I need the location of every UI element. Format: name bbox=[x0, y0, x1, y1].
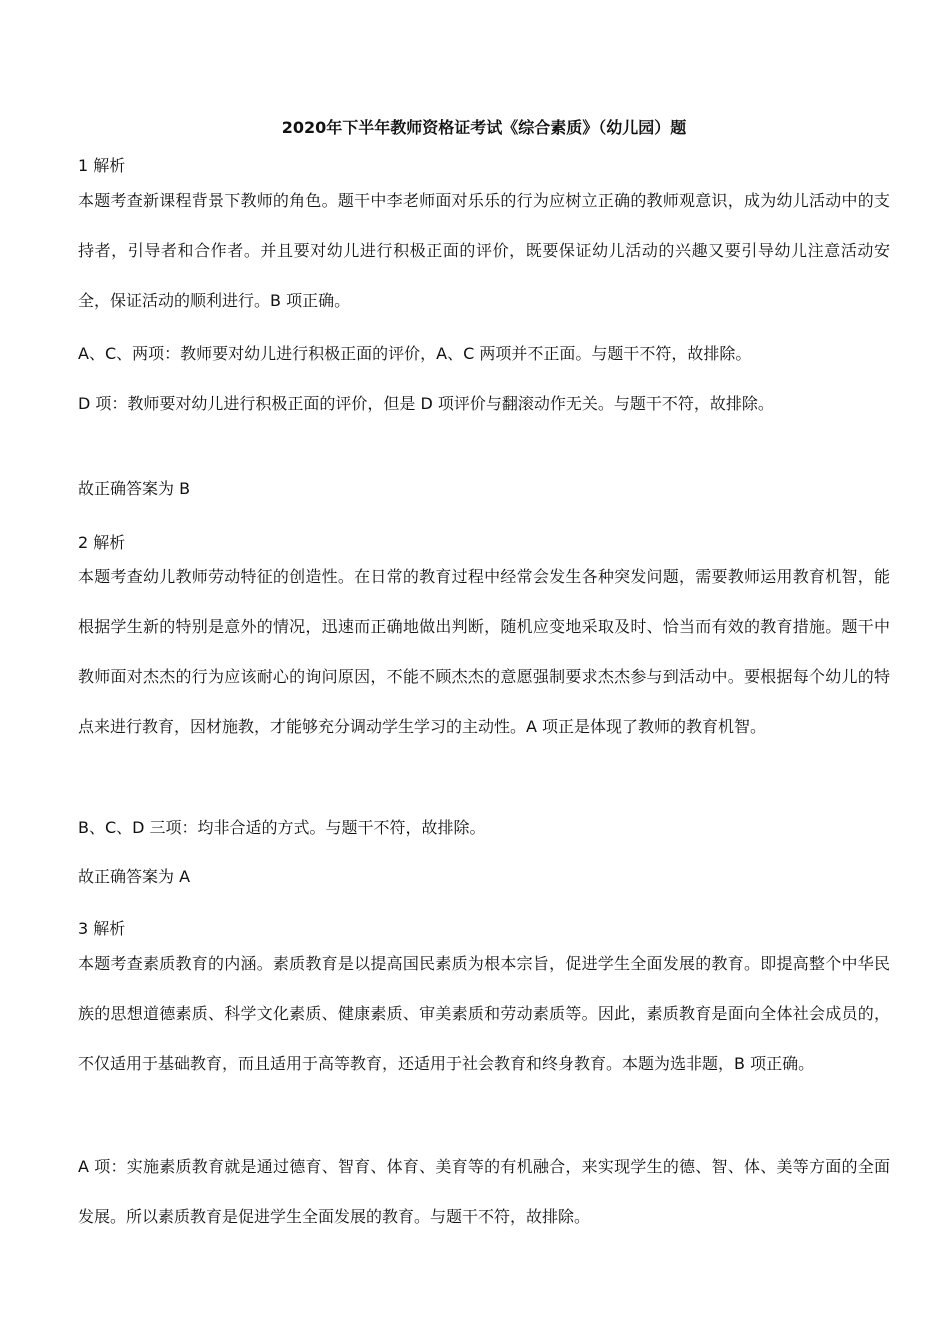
section-3 bbox=[78, 917, 890, 941]
paragraph: 本题考查新课程背景下教师的角色。题干中李老师面对乐乐的行为应树立正确的教师观意识，成为幼儿活动中的支持者，引导者和合作者。并且要对幼儿进行积极正面的评价，既要保证幼儿活动的兴趣又要引导幼儿注意活动安全，保证活动的顺利进行。B 项正确。 bbox=[78, 191, 890, 310]
answer-line: 故正确答案为 B bbox=[78, 479, 191, 498]
paragraph: B、C、D 三项：均非合适的方式。与题干不符，故排除。 bbox=[78, 818, 486, 837]
section-3-paragraph-1 bbox=[78, 939, 890, 1089]
section-1-paragraph-2 bbox=[78, 329, 890, 379]
answer-line: 故正确答案为 A bbox=[78, 867, 191, 886]
paragraph: A 项：实施素质教育就是通过德育、智育、体育、美育等的有机融合，来实现学生的德、智、体、美等方面的全面发展。所以素质教育是促进学生全面发展的教育。与题干不符，故排除。 bbox=[78, 1157, 890, 1226]
section-1-paragraph-1 bbox=[78, 176, 890, 326]
paragraph: 本题考查幼儿教师劳动特征的创造性。在日常的教育过程中经常会发生各种突发问题，需要教师运用教育机智，能根据学生新的特别是意外的情况，迅速而正确地做出判断，随机应变地采取及时、恰当而有效的教育措施。题干中教师面对杰杰的行为应该耐心的询问原因，不能不顾杰杰的意愿强制要求杰杰参与到活动中。要根据每个幼儿的特点来进行教育，因材施教，才能够充分调动学生学习的主动性。A 项正是体现了教师的教育机智。 bbox=[78, 567, 890, 736]
section-1 bbox=[78, 154, 890, 178]
section-1-paragraph-3 bbox=[78, 379, 890, 429]
section-heading: 1 解析 bbox=[78, 156, 126, 175]
section-heading: 2 解析 bbox=[78, 533, 126, 552]
section-1-answer bbox=[78, 477, 890, 501]
section-3-paragraph-2 bbox=[78, 1142, 890, 1242]
section-2-answer bbox=[78, 852, 890, 902]
document-title: 2020年下半年教师资格证考试《综合素质》（幼儿园）题 bbox=[281, 118, 687, 137]
section-2-paragraph-1 bbox=[78, 552, 890, 752]
section-2-paragraph-2 bbox=[78, 803, 890, 853]
paragraph: A、C、两项：教师要对幼儿进行积极正面的评价，A、C 两项并不正面。与题干不符，故排除。 bbox=[78, 344, 752, 363]
section-heading: 3 解析 bbox=[78, 919, 126, 938]
paragraph: 本题考查素质教育的内涵。素质教育是以提高国民素质为根本宗旨，促进学生全面发展的教育。即提高整个中华民族的思想道德素质、科学文化素质、健康素质、审美素质和劳动素质等。因此，素质教育是面向全体社会成员的，不仅适用于基础教育，而且适用于高等教育，还适用于社会教育和终身教育。本题为选非题，B 项正确。 bbox=[78, 954, 890, 1073]
paragraph: D 项：教师要对幼儿进行积极正面的评价，但是 D 项评价与翻滚动作无关。与题干不符，故排除。 bbox=[78, 394, 774, 413]
